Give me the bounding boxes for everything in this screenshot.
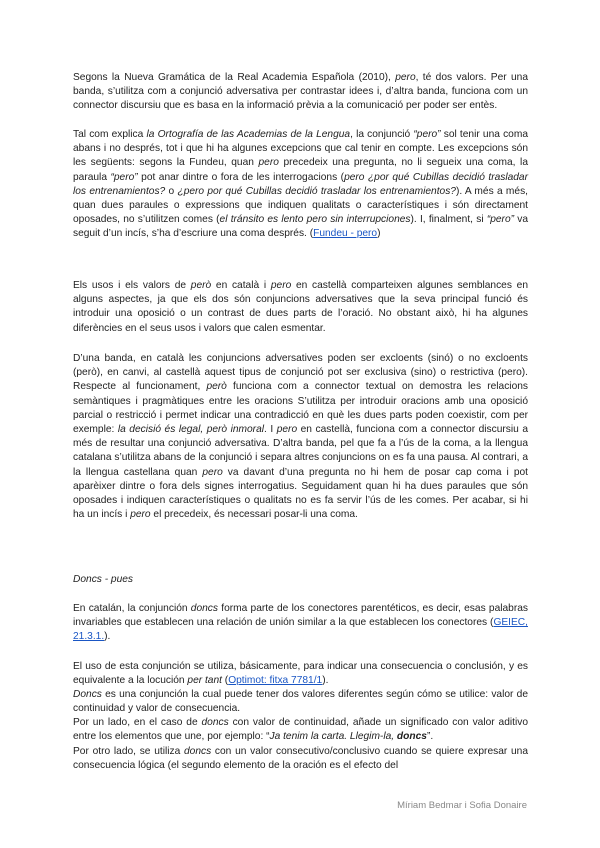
text-run: Els usos i els valors de <box>73 280 191 291</box>
text-run: El uso de esta conjunción se utiliza, básicamente, para indicar una consecuencia o conclusión, y es equivalente a la locución <box>73 661 528 687</box>
paragraph-8 <box>73 716 528 744</box>
paragraph-3 <box>73 279 528 336</box>
text-run: funciona com a connector textual on demostra les relacions semàntiques i pragmàtiques entre les oracions S’utilitza per introduir oracions amb una oposició parcial o restricció i permet indicar una contradicció en què les dues parts poden coexistir, com per exemple: <box>73 381 528 436</box>
text-run: ). I, finalment, si <box>410 214 487 226</box>
italic-text: la decisió és legal, però inmoral <box>117 424 265 436</box>
paragraph-2 <box>73 128 528 242</box>
italic-text: ¿pero por qué Cubillas decidió trasladar los entrenamientos? <box>177 185 456 197</box>
italic-text: doncs <box>184 746 212 757</box>
text-run: D’una banda, en català les conjuncions adversatives poden ser excloents (sinó) o no excloents (però), en canvi, al castellà aquest tipus de conjunció pot ser exclusiva (sino) o restrictiva (pero). Respecte al funcionament, <box>73 353 528 393</box>
italic-text: pero <box>395 72 416 83</box>
text-run: ). A més a més, quan dues paraules o expressions que indiquen qualitats o característiques i són directament oposades, no s’utilitzen comes ( <box>73 185 529 226</box>
italic-text: doncs <box>201 717 229 728</box>
text-run: precedeix una pregunta, no li segueix una coma, la paraula <box>73 157 528 183</box>
text-run: Por otro lado, se utiliza <box>73 746 184 757</box>
text-run: forma parte de los conectores parentéticos, es decir, esas palabras invariables que establecen una relación de unión similar a la que establecen los conectores ( <box>73 603 528 629</box>
footer-authors: Míriam Bedmar i Sofia Donaire <box>397 800 527 811</box>
text-run: ). <box>322 675 329 687</box>
text-run: , té dos valors. Per una banda, s’utilitza com a conjunció adversativa per contrastar idees i, d’altra banda, funciona com un connector discursiu que es basa en la informació prèvia a la comunicació per poder ser entès. <box>73 72 529 112</box>
italic-text: pero <box>202 466 223 478</box>
italic-text: pero <box>270 280 292 291</box>
paragraph-4 <box>73 352 528 522</box>
text-run: En catalán, la conjunción <box>73 603 191 614</box>
text-run: Segons la Nueva Gramática de la Real Academia Española (2010), <box>73 72 396 83</box>
italic-text: la Ortografía de las Academias de la Lengua <box>146 129 351 140</box>
italic-text: Doncs <box>73 689 102 700</box>
reference-link[interactable]: GEIEC, 21.3.1. <box>73 617 528 643</box>
italic-text: “pero” <box>110 171 138 183</box>
paragraph-5 <box>73 602 528 645</box>
text-run: va davant d’una pregunta no hi hem de posar cap coma i pot aparèixer dintre o fora dels signes interrogatius. Seguidament quan hi ha dues paraules que són oposades i indiquen característiques o qualitats no es fa servir l’ús de les comes. Per acabar, si hi ha un incís i <box>73 466 528 521</box>
italic-text: pero <box>258 157 279 169</box>
text-run: ”. <box>426 731 434 743</box>
paragraph-7 <box>73 688 528 716</box>
text-run: en castellà comparteixen algunes semblances en alguns aspectes, ja que els dos són conjuncions adversatives que la seva principal funció és introduir una oposició o un contrast de dues parts de l’oració. No obstant això, hi ha algunes diferències en el seus usos i valors que calen esmentar. <box>73 280 528 334</box>
reference-link[interactable]: Optimot: fitxa 7781/1 <box>228 675 323 687</box>
text-run: Por un lado, en el caso de <box>73 717 202 728</box>
italic-text: pero <box>276 424 298 436</box>
text-run: va seguit d’un incís, s’ha d’escriure una coma després. ( <box>73 214 529 240</box>
text-run: sol tenir una coma abans i no després, tot i que hi ha algunes excepcions que cal tenir en compte. Les excepcions són les següents: segons la Fundeu, quan <box>73 129 528 169</box>
text-run: ). <box>104 631 111 643</box>
bold-text: doncs <box>396 731 427 743</box>
text-run: en català i <box>211 280 271 291</box>
reference-link[interactable]: Fundeu - pero <box>313 228 378 240</box>
text-run: ) <box>377 228 381 240</box>
text-run: con valor de continuidad, añade un significado con valor aditivo entre los elementos que une, por ejemplo: “ <box>73 717 528 743</box>
italic-text: “pero” <box>413 129 441 140</box>
text-run: ( <box>221 675 229 687</box>
paragraph-9 <box>73 745 528 773</box>
text-run: . I <box>264 424 277 436</box>
section-heading: Doncs - pues <box>73 574 134 585</box>
text-run: el precedeix, és necessari posar-li una coma. <box>150 509 358 521</box>
text-run: o <box>165 185 178 197</box>
italic-text: pero <box>130 509 151 521</box>
text-run: en castellà, funciona com a connector discursiu a més de resultar una conjunció adversativa. D’altra banda, pel que fa a l’ús de la coma, a la llengua catalana s’utilitza abans de la conjunció i separa altres conjuncions on es fa una pausa. Al contrari, a la llengua castellana quan <box>73 424 528 478</box>
text-run: pot anar dintre o fora de les interrogacions ( <box>137 171 345 183</box>
text-run: con un valor consecutivo/conclusivo cuando se quiere expresar una consecuencia lógica (el segundo elemento de la oración es el efecto del <box>73 746 528 772</box>
text-run: , la conjunció <box>350 129 414 140</box>
italic-text: però <box>190 280 212 291</box>
paragraph-6 <box>73 660 528 688</box>
text-run: es una conjunción la cual puede tener dos valores diferentes según cómo se utilice: valor de continuidad y valor de consecuencia. <box>73 689 528 715</box>
italic-text: però <box>206 381 227 393</box>
italic-text: Ja tenim la carta. Llegim-la, <box>269 731 397 743</box>
text-run: Tal com explica <box>73 129 147 140</box>
italic-text: pero ¿por qué Cubillas decidió trasladar los entrenamientos? <box>73 171 528 197</box>
italic-text: doncs <box>190 603 218 614</box>
italic-text: per tant <box>187 675 222 687</box>
paragraph-1 <box>73 71 528 114</box>
italic-text: “pero” <box>486 214 515 226</box>
italic-text: el tránsito es lento pero sin interrupciones <box>219 214 411 226</box>
